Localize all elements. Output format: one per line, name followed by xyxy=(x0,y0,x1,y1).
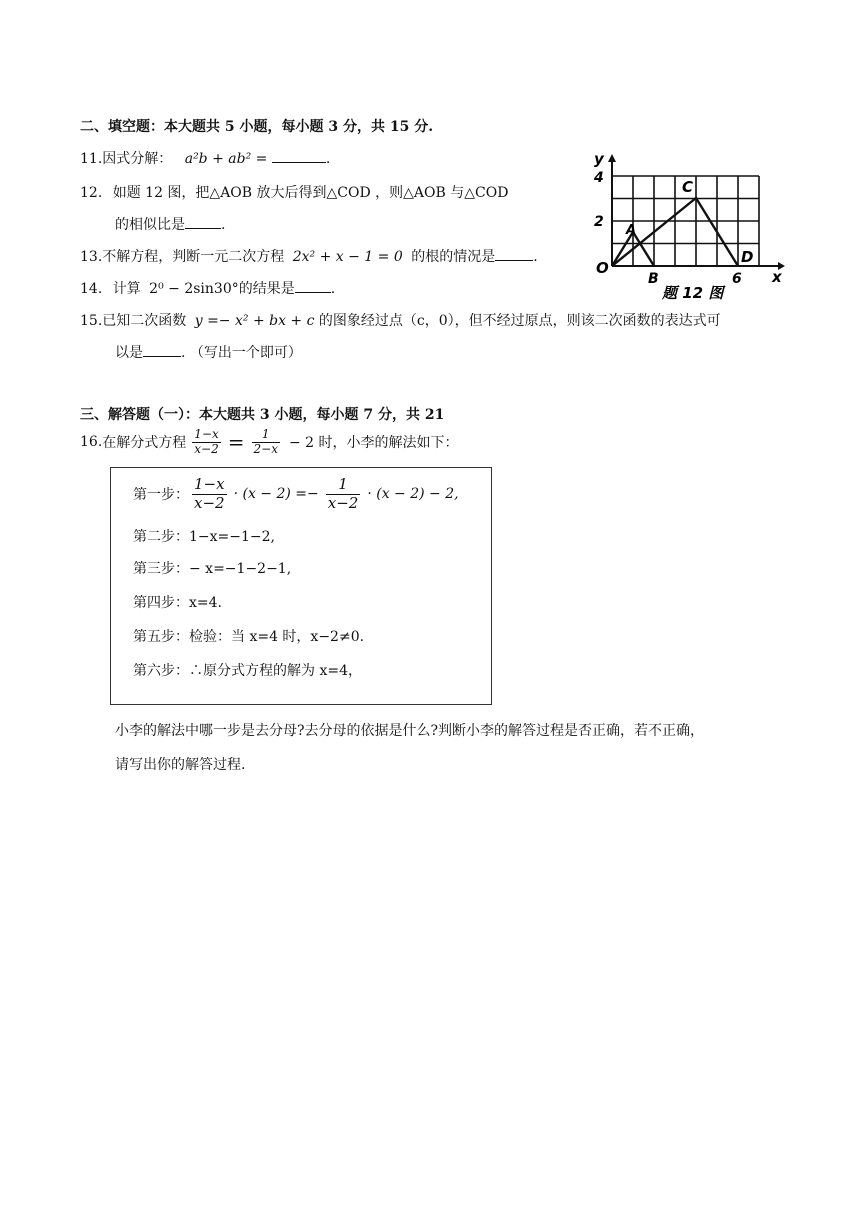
point-d-label: D xyxy=(741,248,754,266)
fraction-denominator: x−2 xyxy=(194,441,219,456)
question-number: 13. xyxy=(80,249,103,265)
math-expression: 2⁰ − 2sin30° xyxy=(149,281,239,297)
fraction-lhs xyxy=(192,428,220,457)
question-15 xyxy=(80,310,721,330)
question-text: 因式分解： xyxy=(102,151,173,167)
question-15-line2 xyxy=(115,342,302,362)
answer-blank[interactable] xyxy=(185,214,221,229)
section-2-heading: 二、填空题：本大题共 5 小题，每小题 3 分，共 15 分. xyxy=(80,119,434,135)
question-text: 不解方程，判断一元二次方程 xyxy=(102,249,285,265)
question-11 xyxy=(80,148,330,168)
fraction-denominator: x−2 xyxy=(194,493,225,512)
question-number: 15. xyxy=(80,313,103,329)
step1-fraction-lhs xyxy=(192,476,227,512)
fraction-rhs xyxy=(252,428,280,457)
fraction-numerator: 1 xyxy=(252,428,280,443)
solution-box xyxy=(110,467,492,705)
step-1 xyxy=(133,474,459,514)
equals-sign: = xyxy=(227,430,245,454)
y-axis-label: y xyxy=(594,150,604,168)
question-note: . （写出一个即可） xyxy=(181,345,302,361)
y-tick-4: 4 xyxy=(594,170,604,186)
figure-12 xyxy=(582,150,792,300)
question-text: 的相似比是 xyxy=(115,217,185,233)
answer-blank[interactable] xyxy=(272,148,326,163)
step-5: 第五步：检验：当 x=4 时，x−2≠0. xyxy=(133,629,365,645)
point-a-label: A xyxy=(626,223,637,238)
question-text: 如题 12 图，把△AOB 放大后得到△COD ，则△AOB 与△COD xyxy=(112,185,509,201)
question-number: 16. xyxy=(80,434,103,450)
origin-label: O xyxy=(596,259,609,277)
step-2: 第二步：1−x=−1−2, xyxy=(133,529,275,545)
question-14 xyxy=(80,278,335,298)
question-text: 的结果是 xyxy=(238,281,295,297)
question-16-prompt-line2: 请写出你的解答过程. xyxy=(115,757,246,773)
answer-blank[interactable] xyxy=(495,246,533,261)
step-label: 第一步： xyxy=(133,487,189,503)
x-tick-6: 6 xyxy=(732,271,742,287)
answer-blank[interactable] xyxy=(143,342,181,357)
y-tick-2: 2 xyxy=(594,214,604,230)
math-expression: 2x² + x − 1 = 0 xyxy=(292,249,403,265)
fraction-numerator: 1 xyxy=(326,476,361,494)
question-number: 14. xyxy=(80,281,103,297)
step-6: 第六步：∴原分式方程的解为 x=4， xyxy=(133,663,362,679)
fraction-denominator: 2−x xyxy=(253,441,278,456)
fraction-numerator: 1−x xyxy=(194,475,225,494)
math-expression: a²b + ab² = xyxy=(184,151,268,167)
answer-blank[interactable] xyxy=(295,278,331,293)
question-number: 11. xyxy=(80,151,103,167)
question-16 xyxy=(80,424,459,460)
question-text: 已知二次函数 xyxy=(102,313,187,329)
question-text: 的根的情况是 xyxy=(411,249,496,265)
step-3: 第三步：− x=−1−2−1, xyxy=(133,561,292,577)
figure-caption: 题 12 图 xyxy=(662,284,724,300)
question-number: 12. xyxy=(80,185,103,201)
question-12 xyxy=(80,182,508,202)
x-axis-label: x xyxy=(772,268,782,286)
fraction-numerator: 1−x xyxy=(194,426,219,441)
step-4: 第四步：x=4. xyxy=(133,595,222,611)
step1-fraction-rhs xyxy=(326,476,361,512)
question-text: 的图象经过点（c，0），但不经过原点，则该二次函数的表达式可 xyxy=(318,313,721,329)
question-13 xyxy=(80,246,538,266)
math-expression: y =− x² + bx + c xyxy=(194,313,315,329)
point-c-label: C xyxy=(682,178,694,196)
question-text: 在解分式方程 xyxy=(102,435,187,451)
punctuation: . xyxy=(533,249,538,265)
punctuation: . xyxy=(221,217,226,233)
question-text: 以是 xyxy=(115,345,143,361)
punctuation: . xyxy=(325,151,331,167)
math-expression: · (x − 2) − 2, xyxy=(367,486,459,502)
math-expression: · (x − 2) =− xyxy=(233,486,319,502)
question-text: 计算 xyxy=(112,281,141,297)
y-axis-arrow xyxy=(608,154,616,162)
point-b-label: B xyxy=(648,271,659,287)
punctuation: . xyxy=(330,281,336,297)
question-12-line2 xyxy=(115,214,225,234)
section-3-heading: 三、解答题（一）：本大题共 3 小题，每小题 7 分，共 21 xyxy=(80,407,445,423)
question-text: − 2 时，小李的解法如下： xyxy=(288,435,459,451)
question-16-prompt-line1: 小李的解法中哪一步是去分母?去分母的依据是什么?判断小李的解答过程是否正确，若不正确， xyxy=(115,723,705,739)
fraction-denominator: x−2 xyxy=(327,493,359,512)
